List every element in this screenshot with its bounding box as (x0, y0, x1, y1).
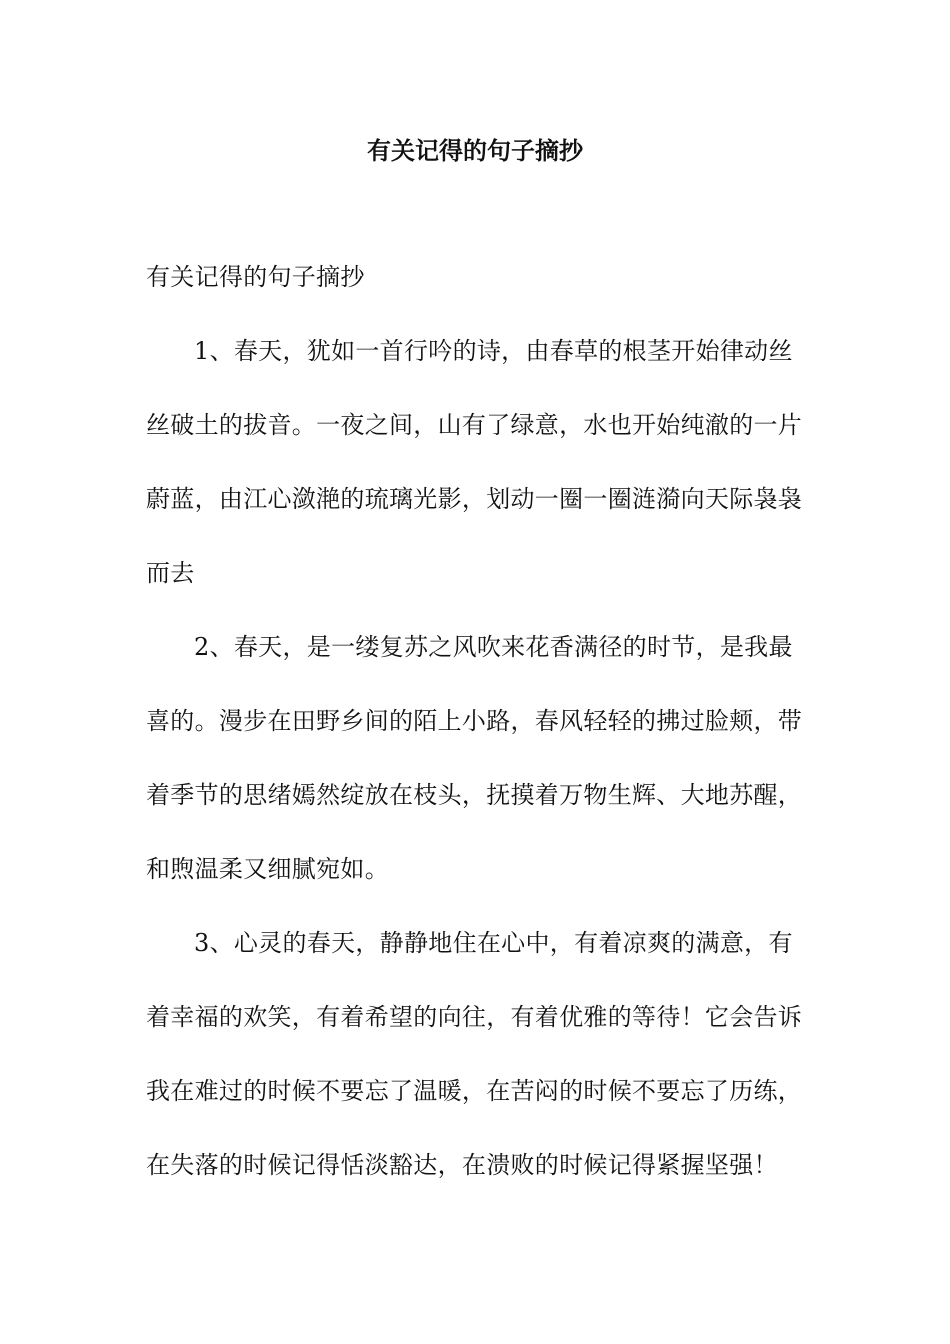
document-subtitle: 有关记得的句子摘抄 (146, 263, 365, 291)
paragraph-1: 1、春天，犹如一首行吟的诗，由春草的根茎开始律动丝丝破土的拔音。一夜之间，山有了绿意，水也开始纯澈的一片蔚蓝，由江心潋滟的琉璃光影，划动一圈一圈涟漪向天际袅袅而去 (146, 337, 803, 587)
paragraph-2: 2、春天，是一缕复苏之风吹来花香满径的时节，是我最喜的。漫步在田野乡间的陌上小路，春风轻轻的拂过脸颊，带着季节的思绪嫣然绽放在枝头，抚摸着万物生辉、大地苏醒，和煦温柔又细腻宛如。 (146, 633, 803, 883)
page-title: 有关记得的句子摘抄 (367, 137, 583, 165)
paragraph-3: 3、心灵的春天，静静地住在心中，有着凉爽的满意，有着幸福的欢笑，有着希望的向往，有着优雅的等待！它会告诉我在难过的时候不要忘了温暖，在苦闷的时候不要忘了历练，在失落的时候记得恬淡豁达，在溃败的时候记得紧握坚强！ (146, 929, 803, 1179)
